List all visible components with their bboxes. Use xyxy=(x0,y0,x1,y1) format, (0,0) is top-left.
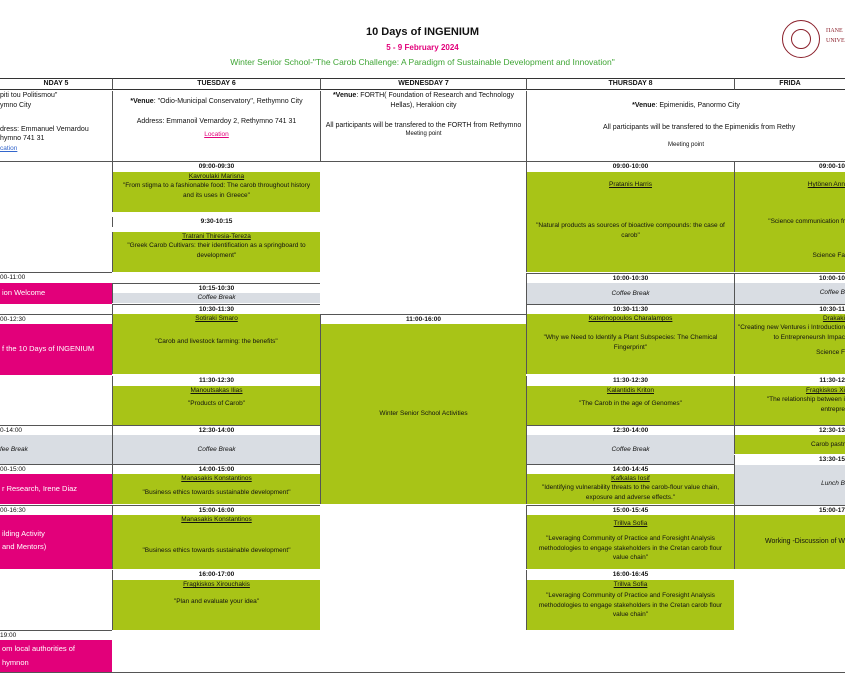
monday-location-link[interactable]: cation xyxy=(0,145,18,153)
friday-s1-time: 09:00-10 xyxy=(734,162,845,172)
tuesday-s8-time: 15:00-16:00 xyxy=(112,505,320,515)
tuesday-s5-speaker: Manoutsakas Ilias xyxy=(190,387,243,394)
tuesday-s7-time: 14:00-15:00 xyxy=(112,464,320,474)
tuesday-s4-title: "Carob and livestock farming: the benefits" xyxy=(155,338,278,346)
friday-s4-title: "The relationship between i entrepre xyxy=(766,396,845,413)
thursday-s1-title: "Natural products as sources of bioactive compounds: the case of carob" xyxy=(536,222,725,239)
friday-s1-session xyxy=(734,172,845,272)
monday-local-line2: hymnon xyxy=(2,657,29,667)
thursday-s1-time: 09:00-10:00 xyxy=(526,162,734,172)
tuesday-s7-speaker: Manasakis Konstantinos xyxy=(181,475,252,482)
thursday-s7-session xyxy=(526,515,734,569)
thursday-s2-time: 10:00-10:30 xyxy=(526,273,734,283)
monday-address-line1: dress: Emmanuel Vernardou xyxy=(0,125,89,133)
tuesday-s7-title: "Business ethics towards sustainable development" xyxy=(142,489,291,497)
day-header-monday: NDAY 5 xyxy=(0,78,112,90)
logo-text-1: ΠΑΝΕ xyxy=(826,28,843,34)
tuesday-location-link[interactable]: Location xyxy=(204,130,229,138)
wednesday-venue-label: *Venue xyxy=(332,92,357,99)
thursday-s8-session xyxy=(526,580,734,630)
tuesday-s6-time: 12:30-14:00 xyxy=(112,425,320,435)
thursday-s4-time: 11:30-12:30 xyxy=(526,376,734,386)
monday-welcome: ion Welcome xyxy=(0,283,112,304)
university-logo xyxy=(782,20,820,58)
friday-s6-time: 13:30-15 xyxy=(734,455,845,465)
friday-s3-time: 10:30-11 xyxy=(734,304,845,314)
wednesday-venue xyxy=(320,91,526,161)
thursday-s8-time: 16:00-16:45 xyxy=(526,570,734,580)
day-header-tuesday: TUESDAY 6 xyxy=(112,78,320,90)
thursday-s3-time: 10:30-11:30 xyxy=(526,304,734,314)
thursday-s3-session xyxy=(526,314,734,374)
tuesday-s4-speaker: Sotiraki Smaro xyxy=(195,315,238,322)
thursday-s7-title: "Leveraging Community of Practice and Foresight Analysis methodologies to engage stakeholders in the Cretan carob flour value chain" xyxy=(538,535,723,562)
wednesday-activities: Winter Senior School Activities xyxy=(320,324,526,504)
tuesday-s1-time: 09:00-09:30 xyxy=(112,162,320,172)
thursday-venue-text: : Epimenidis, Panormo City xyxy=(655,102,740,109)
thursday-s7-speaker: Trillva Sofia xyxy=(613,520,648,527)
friday-s3-speaker: Drakaki xyxy=(822,315,845,322)
friday-s6-break: Lunch B xyxy=(734,465,845,505)
monday-address-line2: hymno 741 31 xyxy=(0,135,45,143)
monday-local-line1: om local authorities of xyxy=(2,644,75,653)
thursday-friday-venue xyxy=(526,91,845,161)
tuesday-s1-speaker: Kavroulaki Marisna xyxy=(188,173,245,180)
tuesday-venue-text: : "Odio-Municipal Conservatory", Rethymno City xyxy=(153,98,303,105)
friday-s5-time: 12:30-13 xyxy=(734,425,845,435)
tuesday-s8-speaker: Manasakis Konstantinos xyxy=(181,516,252,523)
monday-research: r Research, Irene Diaz xyxy=(0,474,112,504)
monday-coffee-break: fee Break xyxy=(0,435,112,464)
tuesday-s9-session xyxy=(112,580,320,630)
wednesday-meeting-point: Meeting point xyxy=(405,131,442,138)
monday-venue xyxy=(0,91,112,161)
monday-opening: f the 10 Days of INGENIUM xyxy=(0,324,112,375)
thursday-transfer: All participants will be transfered to the Epimenidis from Rethy xyxy=(603,123,796,131)
tuesday-s1-session xyxy=(112,172,320,212)
thursday-s6-speaker: Kafkalas Iosif xyxy=(611,475,650,482)
tuesday-s7-session xyxy=(112,474,320,504)
tuesday-venue xyxy=(112,91,320,161)
tuesday-s4-time: 10:30-11:30 xyxy=(112,304,320,314)
friday-s4-time: 11:30-12 xyxy=(734,376,845,386)
day-header-thursday: THURSDAY 8 xyxy=(526,78,734,90)
logo-text-2: UNIVE xyxy=(826,38,845,44)
monday-time-1630: 00-16:30 xyxy=(0,505,112,515)
thursday-s8-title: "Leveraging Community of Practice and Foresight Analysis methodologies to engage stakeholders in the Cretan carob flour value chain" xyxy=(538,592,723,619)
thursday-venue-label: *Venue xyxy=(632,102,656,109)
day-header-wednesday: WEDNESDAY 7 xyxy=(320,78,526,90)
tuesday-s5-session xyxy=(112,386,320,425)
day-header-friday: FRIDA xyxy=(734,78,845,90)
tuesday-address: Address: Emmanoil Vernardoy 2, Rethymno 741 31 xyxy=(136,117,297,125)
thursday-meeting-point: Meeting point xyxy=(667,141,705,148)
thursday-s5-time: 12:30-14:00 xyxy=(526,425,734,435)
monday-time-1900: 19:00 xyxy=(0,630,112,640)
thursday-s4-session xyxy=(526,386,734,425)
friday-s7-time: 15:00-17 xyxy=(734,505,845,515)
friday-s2-time: 10:00-10 xyxy=(734,273,845,283)
thursday-s2-break: Coffee Break xyxy=(526,283,734,304)
monday-venue-line1: piti tou Politismou" xyxy=(0,92,58,99)
tuesday-s2-title: "Greek Carob Cultivars: their identification as a springboard to development" xyxy=(127,242,306,259)
monday-time-1230: 00-12:30 xyxy=(0,314,112,324)
tuesday-s1-title: "From stigma to a fashionable food: The carob throughout history and its uses in Greece" xyxy=(122,182,311,199)
friday-s4-session xyxy=(734,386,845,425)
thursday-s3-title: "Why we Need to Identify a Plant Subspecies: The Chemical Fingerprint" xyxy=(543,334,718,351)
wednesday-transfer: All participants will be transfered to the FORTH from Rethymno xyxy=(325,121,522,129)
thursday-s4-speaker: Kalantidis Kriton xyxy=(607,387,654,394)
wednesday-time: 11:00-16:00 xyxy=(320,314,526,324)
tuesday-s2-session xyxy=(112,232,320,272)
thursday-s8-speaker: Trillva Sofia xyxy=(613,581,648,588)
friday-s5-title: Carob pastr xyxy=(734,435,845,454)
tuesday-s9-speaker: Fragkiskos Xirouchakis xyxy=(183,581,250,588)
monday-building-line1: ilding Activity xyxy=(2,529,45,538)
tuesday-s3-break: Coffee Break xyxy=(112,293,320,303)
wednesday-venue-text: : FORTH( Foundation of Research and Technology Hellas), Herakion city xyxy=(356,92,515,109)
thursday-s5-break: Coffee Break xyxy=(526,435,734,464)
thursday-s7-time: 15:00-15:45 xyxy=(526,505,734,515)
monday-time-1100: 00-11:00 xyxy=(0,272,112,282)
monday-time-1400: 0-14:00 xyxy=(0,425,112,435)
friday-s3-session xyxy=(734,314,845,374)
thursday-s1-speaker: Pratanis Harris xyxy=(609,181,652,188)
thursday-s1-session xyxy=(526,172,734,272)
tuesday-s2-time: 9:30-10:15 xyxy=(112,217,320,227)
page-title: 10 Days of INGENIUM xyxy=(365,26,480,38)
monday-building-line2: and Mentors) xyxy=(2,541,47,551)
tuesday-s2-speaker: Tratrani Thiresia-Tereza xyxy=(182,233,251,240)
tuesday-s4-session xyxy=(112,314,320,374)
tuesday-s8-session xyxy=(112,515,320,569)
thursday-s6-title: "Identifying vulnerability threats to the carob-flour value chain, exposure and adverse effects." xyxy=(541,484,720,501)
friday-s1-sub: Science Fa xyxy=(812,251,845,259)
tuesday-s3-time: 10:15-10:30 xyxy=(112,283,320,293)
monday-building-activity xyxy=(0,515,112,569)
monday-local-authorities xyxy=(0,640,112,673)
tuesday-s9-time: 16:00-17:00 xyxy=(112,570,320,580)
monday-time-1500: 00-15:00 xyxy=(0,464,112,474)
monday-venue-line2: ymno City xyxy=(0,101,32,109)
friday-s2-break: Coffee B xyxy=(734,283,845,304)
friday-s1-title: "Science communication fr xyxy=(768,218,845,226)
tuesday-s5-title: "Products of Carob" xyxy=(187,400,245,408)
tuesday-s5-time: 11:30-12:30 xyxy=(112,376,320,386)
event-dates: 5 - 9 February 2024 xyxy=(386,43,459,52)
thursday-s6-time: 14:00-14:45 xyxy=(526,464,734,474)
event-subtitle: Winter Senior School-"The Carob Challenge: A Paradigm of Sustainable Development and Innovation" xyxy=(230,57,615,67)
tuesday-venue-label: *Venue xyxy=(130,98,154,105)
friday-s7-title: Working -Discussion of W xyxy=(734,515,845,569)
tuesday-s6-break: Coffee Break xyxy=(112,435,320,464)
friday-s1-speaker: Hytönen Ann xyxy=(807,181,845,188)
friday-s4-speaker: Fragkiskos Xi xyxy=(805,387,845,394)
thursday-s3-speaker: Katerinopoulos Charalampos xyxy=(588,315,673,322)
friday-s3-title: "Creating new Ventures i Introduction to Entrepreneursh Impac xyxy=(737,324,845,341)
tuesday-s9-title: "Plan and evaluate your idea" xyxy=(173,598,260,606)
friday-s3-sub: Science F xyxy=(816,349,845,357)
thursday-s6-session xyxy=(526,474,734,504)
thursday-s4-title: "The Carob in the age of Genomes" xyxy=(579,400,682,408)
tuesday-s8-title: "Business ethics towards sustainable development" xyxy=(142,547,291,555)
